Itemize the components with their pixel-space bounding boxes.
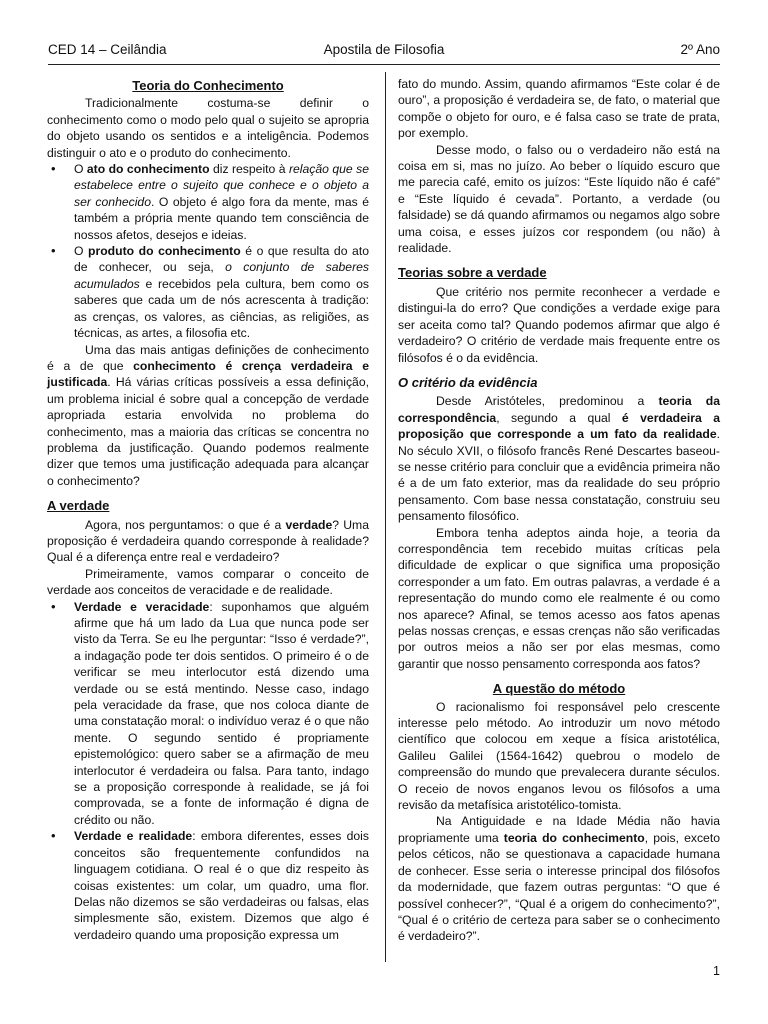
- list-item: • O ato do conhecimento diz respeito à relação que se estabelece entre o sujeito que conhece e o objeto a ser conhecido. O objeto é algo fora da mente, mas é também a própria mente quando tem consciência de nossos afetos, desejos e ideias.: [51, 161, 369, 242]
- header-subject: Apostila de Filosofia: [323, 42, 445, 57]
- conhecimento-list: [47, 161, 369, 341]
- bullet-icon: •: [51, 243, 56, 259]
- section-title-teoria: Teoria do Conhecimento: [132, 78, 284, 93]
- right-column: [398, 76, 720, 945]
- column-divider: [385, 72, 386, 962]
- verdade-paragraph-2: Primeiramente, vamos comparar o conceito de verdade aos conceitos de veracidade e de realidade.: [47, 566, 369, 598]
- section-title-verdade: A verdade: [47, 498, 110, 514]
- juizo-paragraph: Desse modo, o falso ou o verdadeiro não está na coisa em si, mas no juízo. Ao beber o líquido escuro que me parecia café, emito os juízos: “Este líquido não é café” e “Este líquido é cevada”. Portanto, a verdade (ou falsidade) se dá quando afirmamos ou negamos algo sobre uma coisa, e esses juízos cor respondem (ou não) à realidade.: [398, 142, 720, 256]
- header-school: CED 14 – Ceilândia: [48, 42, 167, 57]
- list-item: • Verdade e veracidade: suponhamos que alguém afirme que há um lado da Lua que nunca pode ser visto da Terra. Se eu lhe perguntar: “Isso é verdade?”, a indagação pode ter dois sentidos. O primeiro é o de verificar se meu interlocutor está dizendo uma verdade ou se está mentindo. Nesse caso, indago pela veracidade da frase, que nos coloca diante de uma constatação moral: o indivíduo veraz é o que não mente. O segundo sentido é propriamente epistemológico: quero saber se a afirmação de meu interlocutor é verdadeira ou falsa. Para tanto, indago se a proposição corresponde à realidade, se já foi comprovada, se a fonte de informação é digna de crédito ou não.: [51, 598, 369, 827]
- section-title-metodo: A questão do método: [492, 681, 626, 697]
- bullet-icon: •: [51, 828, 56, 844]
- page-number: 1: [713, 964, 720, 978]
- list-item: • Verdade e realidade: embora diferentes, esses dois conceitos são frequentemente confundidos na linguagem cotidiana. O real é o que diz respeito às coisas existentes: um colar, um quadro, uma flor. Delas não dizemos se são verdadeiras ou falsas, elas simplesmente são, existem. Dizemos que algo é verdadeiro quando uma proposição expressa um: [51, 828, 369, 942]
- verdade-list: [47, 599, 369, 944]
- criterio-paragraph-2: Embora tenha adeptos ainda hoje, a teoria da correspondência tem recebido muitas críticas pela dificuldade de explicar o que significa uma proposição corresponder a um fato. Em outras palavras, a verdade é a representação do mundo como ele realmente é ou como nos aparece? Afinal, se temos acesso aos fatos apenas pelas nossas crenças, e essas crenças não são verificadas por outros meios a não ser por elas mesmas, como garantir que nosso pensamento corresponda aos fatos?: [398, 525, 720, 671]
- left-column: [47, 76, 369, 943]
- criterio-paragraph-1: Desde Aristóteles, predominou a teoria da correspondência, segundo a qual é verdadeira a proposição que corresponde a um fato da realidade. No século XVII, o filósofo francês René Descartes baseou-se nesse critério para concluir que a evidência primeira não é a de um fato exterior, mas da realidade do seu próprio pensamento. Com base nessa constatação, construiu seu pensamento filosófico.: [398, 394, 720, 524]
- header-grade: 2º Ano: [680, 42, 720, 57]
- metodo-paragraph-2: Na Antiguidade e na Idade Média não havia propriamente uma teoria do conhecimento, pois, exceto pelos céticos, não se questionava a capacidade humana de conhecer. Esse seria o interesse principal dos filósofos da modernidade, que fazem outras perguntas: “O que é possível conhecer?”, “Qual é a origem do conhecimento?”, “Qual é o critério de certeza para saber se o conhecimento é verdadeiro?”.: [398, 814, 721, 944]
- teorias-paragraph: Que critério nos permite reconhecer a verdade e distingui-la do erro? Que condições a verdade exige para ser aceita como tal? Quando podemos afirmar que algo é verdadeiro? O critério de verdade mais frequente entre os filósofos é o da evidência.: [398, 284, 720, 365]
- bullet-icon: •: [51, 598, 56, 614]
- section-title-teorias: Teorias sobre a verdade: [398, 265, 547, 281]
- page-header: [48, 42, 720, 65]
- continued-paragraph: fato do mundo. Assim, quando afirmamos “Este colar é de ouro”, a proposição é verdadeira se, de fato, o material que compõe o objeto for ouro, e é falsa caso se trate de prata, por exemplo.: [398, 77, 720, 141]
- intro-paragraph: Tradicionalmente costuma-se definir o conhecimento como o modo pelo qual o sujeito se apropria do objeto usando os sentidos e a inteligência. Podemos distinguir o ato e o produto do conhecimento.: [47, 96, 369, 160]
- bullet-icon: •: [51, 161, 56, 177]
- definition-paragraph: Uma das mais antigas definições de conhecimento é a de que conhecimento é crença verdadeira e justificada. Há várias críticas possíveis a essa definição, um problema inicial é sobre qual a concepção de verdade apropriada estaria envolvida no problema do conhecimento, mas a maioria das críticas se concentra no problema da justificação. Quando podemos realmente dizer que temos uma justificação adequada para alcançar o conhecimento?: [47, 342, 369, 488]
- metodo-paragraph-1: O racionalismo foi responsável pelo crescente interesse pelo método. Ao introduzir um novo método científico que colocou em xeque a física aristotélica, Galileu Galilei (1564-1642) quebrou o modelo de compreensão do mundo que prevalecera durante séculos. O receio de novos enganos levou os filósofos a uma revisão da metafísica aristotélico-tomista.: [398, 699, 720, 813]
- list-item: • O produto do conhecimento é o que resulta do ato de conhecer, ou seja, o conjunto de saberes acumulados e recebidos pela cultura, bem como os saberes que cada um de nós acrescenta à tradição: as crenças, os valores, as ciências, as religiões, as técnicas, as artes, a filosofia etc.: [51, 243, 370, 341]
- verdade-paragraph-1: Agora, nos perguntamos: o que é a verdade? Uma proposição é verdadeira quando corresponde à realidade? Qual é a diferença entre real e verdadeiro?: [47, 517, 369, 565]
- section-title-criterio: O critério da evidência: [398, 374, 538, 390]
